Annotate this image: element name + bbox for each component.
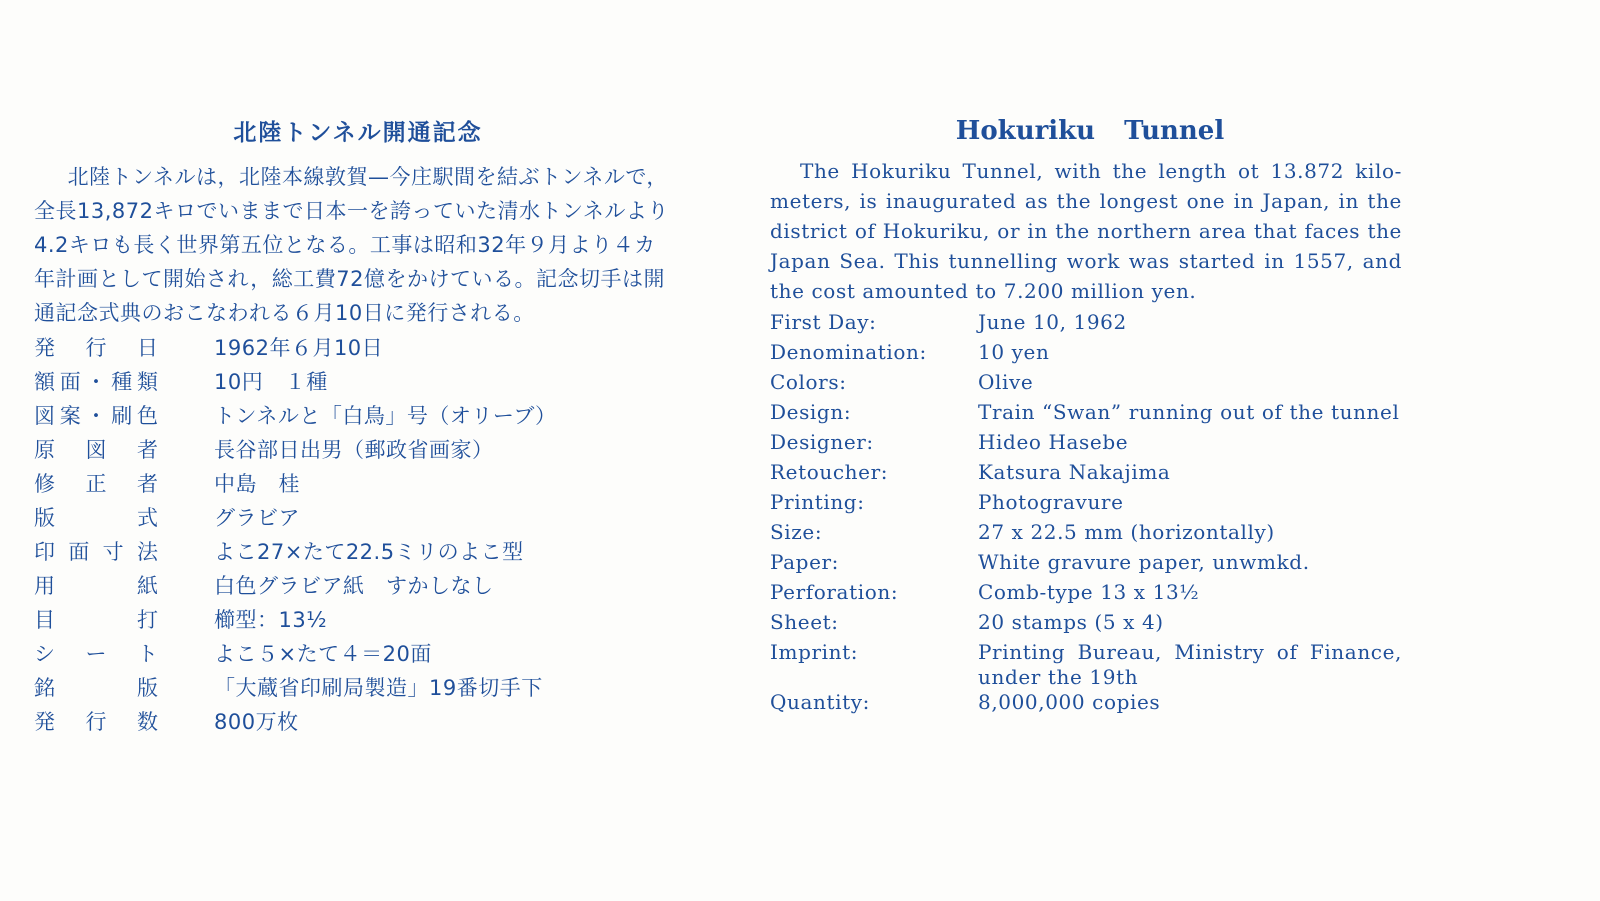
english-detail-value: 20 stamps (5 x 4): [978, 610, 1164, 634]
japanese-detail-value: よこ27×たて22.5ミリのよこ型: [214, 540, 524, 564]
japanese-detail-value: 「大蔵省印刷局製造」19番切手下: [214, 676, 543, 700]
english-detail-value: 8,000,000 copies: [978, 690, 1161, 714]
japanese-detail-label: シ ー ト: [34, 642, 158, 666]
english-detail-value: Train “Swan” running out of the tunnel: [978, 400, 1400, 424]
english-detail-row: [770, 610, 1402, 640]
english-detail-row: [770, 460, 1402, 490]
japanese-detail-label: 目 打: [34, 608, 158, 632]
japanese-detail-row: [34, 364, 674, 398]
english-detail-row: [770, 370, 1402, 400]
english-detail-row: [770, 580, 1402, 610]
english-detail-value: June 10, 1962: [978, 310, 1127, 334]
japanese-detail-value: よこ５×たて４＝20面: [214, 642, 432, 666]
english-detail-value: Olive: [978, 370, 1034, 394]
english-detail-row: [770, 640, 1402, 690]
japanese-detail-value: 櫛型：13½: [214, 608, 328, 632]
english-detail-row: [770, 340, 1402, 370]
japanese-detail-value: 白色グラビア紙 すかしなし: [214, 574, 494, 598]
japanese-detail-value: 10円 １種: [214, 370, 328, 394]
japanese-detail-row: [34, 330, 674, 364]
english-detail-label: Denomination:: [770, 340, 927, 364]
japanese-section: [34, 118, 674, 738]
japanese-detail-row: [34, 466, 674, 500]
english-detail-row: [770, 400, 1402, 430]
english-detail-label: Quantity:: [770, 690, 870, 714]
english-detail-value: Photogravure: [978, 490, 1124, 514]
japanese-detail-label: 原 図 者: [34, 438, 158, 462]
japanese-detail-row: [34, 636, 674, 670]
japanese-detail-row: [34, 670, 674, 704]
english-detail-row: [770, 550, 1402, 580]
japanese-detail-row: [34, 500, 674, 534]
english-detail-label: Sheet:: [770, 610, 839, 634]
english-section: [770, 116, 1402, 720]
english-detail-label: Colors:: [770, 370, 847, 394]
japanese-title: 北陸トンネル開通記念: [233, 120, 483, 146]
japanese-detail-value: トンネルと「白鳥」号（オリーブ）: [214, 404, 557, 428]
japanese-detail-row: [34, 432, 674, 466]
japanese-detail-label: 版 式: [34, 506, 158, 530]
english-detail-value: 27 x 22.5 mm (horizontally): [978, 520, 1275, 544]
japanese-detail-value: 長谷部日出男（郵政省画家）: [214, 438, 494, 462]
english-detail-label: Printing:: [770, 490, 865, 514]
japanese-detail-row: [34, 534, 674, 568]
japanese-detail-label: 修 正 者: [34, 472, 158, 496]
english-detail-label: Design:: [770, 400, 852, 424]
japanese-detail-value: 中島 桂: [214, 472, 300, 496]
english-detail-value: White gravure paper, unwmkd.: [978, 550, 1310, 574]
english-detail-row: [770, 430, 1402, 460]
japanese-detail-value: 800万枚: [214, 710, 299, 734]
english-detail-label: Imprint:: [770, 640, 859, 664]
japanese-detail-label: 銘 版: [34, 676, 158, 700]
english-detail-label: Retoucher:: [770, 460, 889, 484]
japanese-detail-row: [34, 568, 674, 602]
japanese-detail-row: [34, 602, 674, 636]
english-detail-label: First Day:: [770, 310, 877, 334]
english-detail-label: Perforation:: [770, 580, 899, 604]
english-details-table: [770, 310, 1402, 720]
english-detail-value: 10 yen: [978, 340, 1050, 364]
japanese-detail-label: 図 案 ・ 刷 色: [34, 404, 158, 428]
english-detail-label: Paper:: [770, 550, 840, 574]
english-detail-value: Comb-type 13 x 13½: [978, 580, 1200, 604]
japanese-detail-value: グラビア: [214, 506, 300, 530]
english-detail-label: Designer:: [770, 430, 874, 454]
japanese-detail-row: [34, 704, 674, 738]
japanese-details-table: [34, 330, 674, 738]
english-detail-row: [770, 690, 1402, 720]
japanese-detail-label: 発 行 数: [34, 710, 158, 734]
english-detail-label: Size:: [770, 520, 823, 544]
english-detail-row: [770, 520, 1402, 550]
japanese-detail-label: 用 紙: [34, 574, 158, 598]
japanese-detail-label: 印 面 寸 法: [34, 540, 158, 564]
english-detail-value: Hideo Hasebe: [978, 430, 1129, 454]
english-title: Hokuriku Tunnel: [955, 116, 1225, 146]
english-description: The Hokuriku Tunnel, with the length ot 13.872 kilo-meters, is inaugurated as the longest one in Japan, in the district of Hokuriku, or in the northern area that faces the Japan Sea. This tunnelling work was started in 1557, and the cost amounted to 7.200 million yen.: [770, 159, 1402, 303]
japanese-detail-label: 発 行 日: [34, 336, 158, 360]
japanese-detail-row: [34, 398, 674, 432]
english-detail-value: Katsura Nakajima: [978, 460, 1171, 484]
japanese-description: 北陸トンネルは，北陸本線敦賀—今庄駅間を結ぶトンネルで，全長13,872キロでいままで日本一を誇っていた清水トンネルより4.2キロも長く世界第五位となる。工事は昭和32年９月より４カ年計画として開始され，総工費72億をかけている。記念切手は開通記念式典のおこなわれる６月10日に発行される。: [34, 165, 669, 325]
japanese-detail-value: 1962年６月10日: [214, 336, 384, 360]
english-detail-row: [770, 490, 1402, 520]
english-detail-row: [770, 310, 1402, 340]
english-detail-value: Printing Bureau, Ministry of Finance, under the 19th: [978, 640, 1402, 689]
japanese-detail-label: 額 面 ・ 種 類: [34, 370, 158, 394]
